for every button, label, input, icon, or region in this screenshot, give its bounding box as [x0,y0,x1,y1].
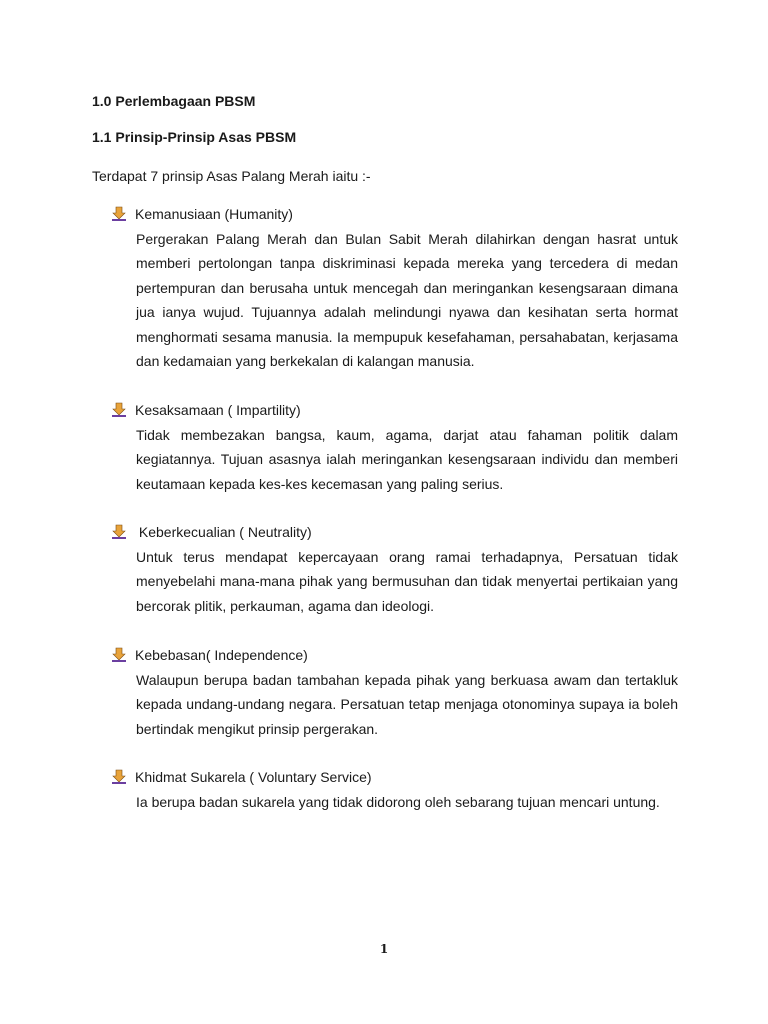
principle-title: Kebebasan( Independence) [135,647,308,663]
arrow-bullet-icon [110,206,128,222]
arrow-bullet-icon [110,402,128,418]
intro-text: Terdapat 7 prinsip Asas Palang Merah iaitu :- [92,168,371,184]
principle-item [110,644,680,741]
principle-title: Kemanusiaan (Humanity) [135,206,293,222]
principle-description: Walaupun berupa badan tambahan kepada pihak yang berkuasa awam dan tertakluk kepada undang-undang negara. Persatuan tetap menjaga otonominya supaya ia boleh bertindak mengikut prinsip pergerakan. [136,672,678,737]
principle-item [110,399,680,496]
principle-title: Kesaksamaan ( Impartility) [135,402,301,418]
subsection-heading: 1.1 Prinsip-Prinsip Asas PBSM [92,129,297,145]
principle-title: Khidmat Sukarela ( Voluntary Service) [135,769,372,785]
arrow-bullet-icon [110,524,128,540]
principle-title: Keberkecualian ( Neutrality) [135,524,312,540]
principle-description: Tidak membezakan bangsa, kaum, agama, darjat atau fahaman politik dalam kegiatannya. Tujuan asasnya ialah meringankan kesengsaraan individu dan memberi keutamaan kepada kes-kes kecemasan yang paling serius. [136,427,678,492]
principle-description: Pergerakan Palang Merah dan Bulan Sabit Merah dilahirkan dengan hasrat untuk memberi pertolongan tanpa diskriminasi kepada mereka yang tercedera di medan pertempuran dan berusaha untuk mencegah dan meringankan kesengsaraan dimana jua ianya wujud. Tujuannya adalah melindungi nyawa dan kesihatan serta hormat menghormati sesama manusia. Ia mempupuk kesefahaman, persahabatan, kerjasama dan kedamaian yang berkekalan di kalangan manusia. [136,231,678,370]
principle-description: Ia berupa badan sukarela yang tidak didorong oleh sebarang tujuan mencari untung. [136,794,660,810]
arrow-bullet-icon [110,769,128,785]
page-number: 1 [379,942,389,956]
section-heading: 1.0 Perlembagaan PBSM [92,93,256,109]
principle-description: Untuk terus mendapat kepercayaan orang ramai terhadapnya, Persatuan tidak menyebelahi mana-mana pihak yang bermusuhan dan tidak menyertai pertikaian yang bercorak plitik, perkauman, agama dan ideologi. [136,549,678,614]
arrow-bullet-icon [110,647,128,663]
principle-item [110,203,680,373]
principle-item [110,766,680,814]
principle-item [110,521,680,618]
